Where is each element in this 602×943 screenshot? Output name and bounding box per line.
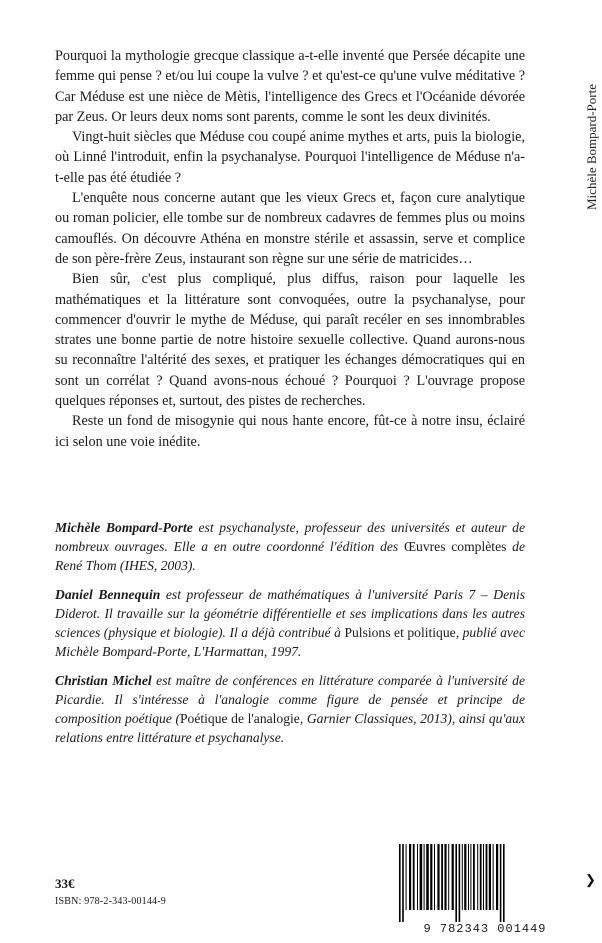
blurb-paragraph: L'enquête nous concerne autant que les vieux Grecs et, façon cure analytique ou roman policier, elle tombe sur de nombreux cadavres de femmes plus ou moins camouflés. On découvre Athéna en monstre stérile et assassin, serve et complice de son père-frère Zeus, instaurant son règne sur une série de matricides… xyxy=(55,190,525,267)
blurb-paragraph: Pourquoi la mythologie grecque classique a-t-elle inventé que Persée décapite une femme qui pense ? et/ou lui coupe la vulve ? et qu'est-ce qu'une vulve méditative ? Car Méduse est une nièce de Mètis, l'intelligence des Grecs et l'Océanide dévorée par Zeus. Or leurs deux noms sont parents, comme le sont les deux divinités. xyxy=(55,48,525,125)
barcode-bar xyxy=(444,844,446,910)
bio-text: est maître de conférences en littérature comparée à l'université de Picardie. Il s'intéresse à l'analogie comme figure de pensée et principe de composition poétique ( xyxy=(55,673,526,726)
author-name: Christian Michel xyxy=(55,673,152,688)
barcode-bar xyxy=(496,844,498,910)
barcode-bar xyxy=(420,844,423,910)
bio-text: de René Thom (IHES, 2003). xyxy=(55,539,525,573)
barcode-bar xyxy=(455,844,457,922)
barcode-bar xyxy=(493,844,494,910)
barcode-bar xyxy=(477,844,478,910)
barcode-bar xyxy=(409,844,411,910)
barcode-bar xyxy=(430,844,432,910)
barcode-bar xyxy=(448,844,449,910)
blurb-paragraph: Bien sûr, c'est plus compliqué, plus diffus, raison pour laquelle les mathématiques et la littérature sont convoquées, outre la psychanalyse, pour commencer d'ouvrir le mythe de Méduse, qui paraît recéler en ses innombrables strates une bonne partie de notre histoire sexuelle collective. Quand aurons-nous su reconnaître l'altérité des sexes, et pratiquer les échanges démocratiques qui en sont un corrélat ? Quand avons-nous échoué ? Pourquoi ? L'ouvrage propose quelques réponses et, surtout, des pistes de recherches. xyxy=(55,271,525,410)
barcode-bar xyxy=(468,844,469,910)
barcode-bar xyxy=(473,844,475,910)
book-title: Pulsions et politique xyxy=(344,625,456,640)
barcode-bar xyxy=(489,844,491,910)
barcode-bar xyxy=(500,844,502,922)
barcode-bar xyxy=(480,844,482,910)
barcode-bar xyxy=(470,844,471,910)
book-title: Œuvres complètes xyxy=(403,539,507,554)
barcode-bar xyxy=(417,844,418,910)
barcode-digits: 9 782343 001449 xyxy=(395,922,575,936)
barcode-bar xyxy=(402,844,404,922)
author-bio xyxy=(55,585,525,661)
barcode-bar xyxy=(462,844,463,910)
author-bios xyxy=(55,518,525,757)
bio-text: , publié avec Michèle Bompard-Porte, L'Harmattan, 1997. xyxy=(55,625,525,659)
barcode-bar xyxy=(426,844,429,910)
bio-text: est psychanalyste, professeur des universités et auteur de nombreux ouvrages. Elle a en outre coordonné l'édition des xyxy=(55,520,525,554)
author-bio xyxy=(55,671,525,747)
barcode-bar xyxy=(464,844,466,910)
barcode-bar xyxy=(452,844,454,910)
book-title: Poétique de l'analogie xyxy=(179,711,300,726)
barcode-bar xyxy=(399,844,401,922)
barcode-bar xyxy=(486,844,488,910)
blurb-paragraph: Reste un fond de misogynie qui nous hante encore, fût-ce à notre insu, éclairé ici selon une voie inédite. xyxy=(55,413,525,450)
author-name: Daniel Bennequin xyxy=(55,587,161,602)
spine-author-name: Michèle Bompard-Porte xyxy=(584,84,599,210)
barcode-bar xyxy=(424,844,425,910)
author-name: Michèle Bompard-Porte xyxy=(55,520,193,535)
author-bio xyxy=(55,518,525,575)
edge-arrow-icon: ❯ xyxy=(585,872,596,887)
barcode-bar xyxy=(434,844,435,910)
barcode-bars xyxy=(395,844,575,922)
barcode-bar xyxy=(406,844,407,910)
barcode-bar xyxy=(413,844,415,910)
barcode-bar xyxy=(459,844,461,922)
bio-text: , Garnier Classiques, 2013), ainsi qu'aux relations entre littérature et psychanalyse. xyxy=(55,711,525,745)
barcode-bar xyxy=(503,844,505,922)
back-cover-blurb xyxy=(55,46,525,452)
barcode-bar xyxy=(441,844,443,910)
bio-text: est professeur de mathématiques à l'université Paris 7 – Denis Diderot. Il travaille sur la géométrie différentielle et ses implications dans les autres sciences (physique et biologie). Il a déjà contribué à xyxy=(55,587,526,640)
price-label: 33€ xyxy=(55,876,75,891)
isbn-label: ISBN: 978-2-343-00144-9 xyxy=(55,896,166,907)
barcode-bar xyxy=(437,844,439,910)
blurb-paragraph: Vingt-huit siècles que Méduse cou coupé anime mythes et arts, puis la biologie, où Linné l'introduit, enfin la psychanalyse. Pourquoi l'intelligence de Méduse n'a-t-elle pas été étudiée ? xyxy=(55,129,525,186)
isbn-barcode xyxy=(395,844,575,936)
barcode-bar xyxy=(483,844,484,910)
